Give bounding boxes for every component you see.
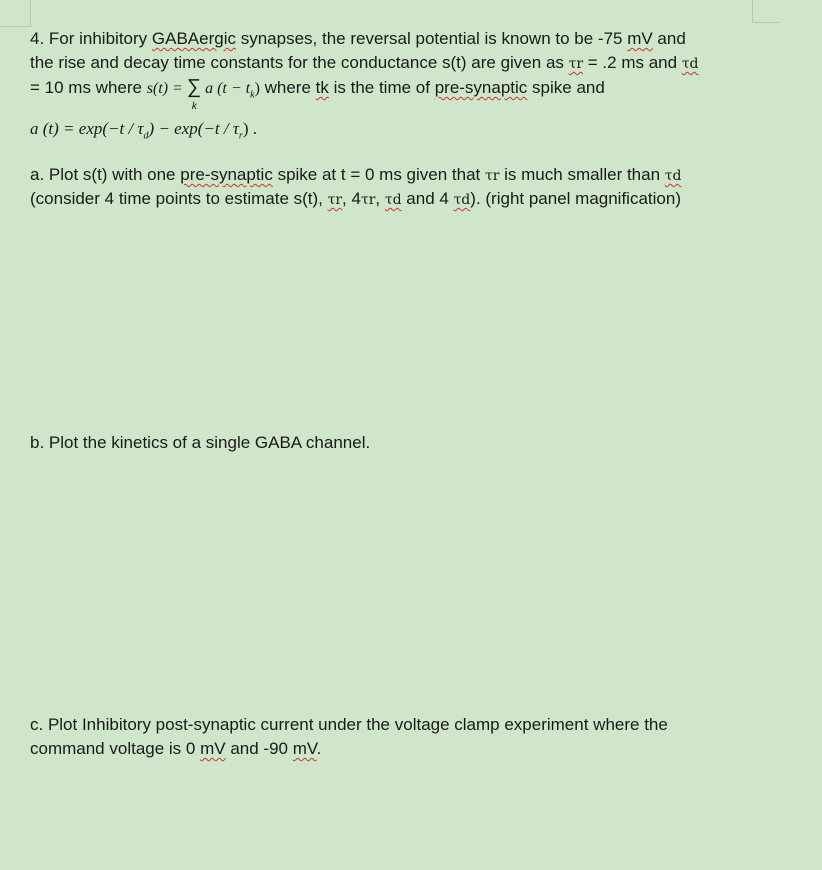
sum-subscript: k	[250, 89, 255, 101]
formula-end: ) .	[242, 119, 257, 138]
formula-sub-r: r	[238, 130, 243, 142]
sum-index: k	[191, 101, 197, 112]
text: = 10 ms where	[30, 78, 147, 97]
sum-term: a (t − t	[201, 80, 251, 97]
text: the rise and decay time constants for the conductance s(t) are given as	[30, 53, 569, 72]
formula-a-t[interactable]	[30, 119, 257, 141]
text: a. Plot s(t) with one	[30, 165, 181, 184]
tau-d-symbol[interactable]: τd	[681, 56, 699, 72]
tau-r-symbol: τr	[360, 192, 376, 208]
question-line-2[interactable]	[30, 51, 790, 76]
text: (consider 4 time points to estimate s(t),	[30, 189, 328, 208]
text: and 4	[401, 189, 454, 208]
spell-flag-unit[interactable]: mV	[627, 29, 653, 48]
formula-sub-d: d	[143, 130, 149, 142]
part-a-line-2[interactable]	[30, 187, 790, 212]
text: and	[652, 29, 686, 48]
spell-flag-presynaptic[interactable]: pre-synaptic	[434, 78, 528, 97]
text: is the time of	[328, 78, 435, 97]
text: command voltage is 0	[30, 739, 201, 758]
s-equation: s(t) =	[146, 80, 187, 97]
part-c-line-1[interactable]	[30, 713, 790, 737]
text: spike at t = 0 ms given that	[272, 165, 485, 184]
text: is much smaller than	[499, 165, 665, 184]
text: b. Plot the kinetics of a single GABA channel.	[30, 433, 371, 452]
question-line-3[interactable]	[30, 75, 790, 112]
text: where	[259, 78, 316, 97]
part-c-line-2[interactable]	[30, 737, 790, 761]
tau-d-symbol[interactable]: τd	[453, 192, 471, 208]
crop-mark-top-right	[752, 0, 779, 23]
tau-r-symbol[interactable]: τr	[568, 56, 584, 72]
text: and -90	[225, 739, 293, 758]
part-b[interactable]	[30, 431, 790, 455]
text: ,	[375, 189, 385, 208]
tau-d-symbol[interactable]: τd	[664, 168, 682, 184]
crop-mark-top-left	[0, 0, 31, 27]
spell-flag-term[interactable]: GABAergic	[151, 29, 236, 48]
formula-mid: ) − exp(−t / τ	[148, 119, 239, 138]
text: .	[316, 739, 322, 758]
tau-r-symbol: τr	[484, 168, 500, 184]
text: ). (right panel magnification)	[470, 189, 681, 208]
spell-flag-unit[interactable]: mV	[200, 739, 226, 758]
sum-glyph: ∑	[186, 76, 202, 98]
question-line-1[interactable]	[30, 27, 790, 51]
text: c. Plot Inhibitory post-synaptic current under the voltage clamp experiment where the	[30, 715, 668, 734]
text: spike and	[527, 78, 605, 97]
tau-r-symbol[interactable]: τr	[327, 192, 343, 208]
text: , 4	[342, 189, 361, 208]
text: 4. For inhibitory	[30, 29, 152, 48]
spell-flag-tk[interactable]: tk	[315, 78, 329, 97]
spell-flag-unit[interactable]: mV	[292, 739, 317, 758]
tau-d-symbol[interactable]: τd	[384, 192, 402, 208]
text: synapses, the reversal potential is known to be -75	[235, 29, 628, 48]
part-a-line-1[interactable]	[30, 163, 790, 188]
sum-symbol	[186, 76, 202, 112]
spell-flag-presynaptic[interactable]: pre-synaptic	[180, 165, 273, 184]
text: = .2 ms and	[583, 53, 682, 72]
sum-close: )	[254, 80, 260, 97]
formula-lhs: a (t) = exp(−t / τ	[30, 119, 144, 138]
